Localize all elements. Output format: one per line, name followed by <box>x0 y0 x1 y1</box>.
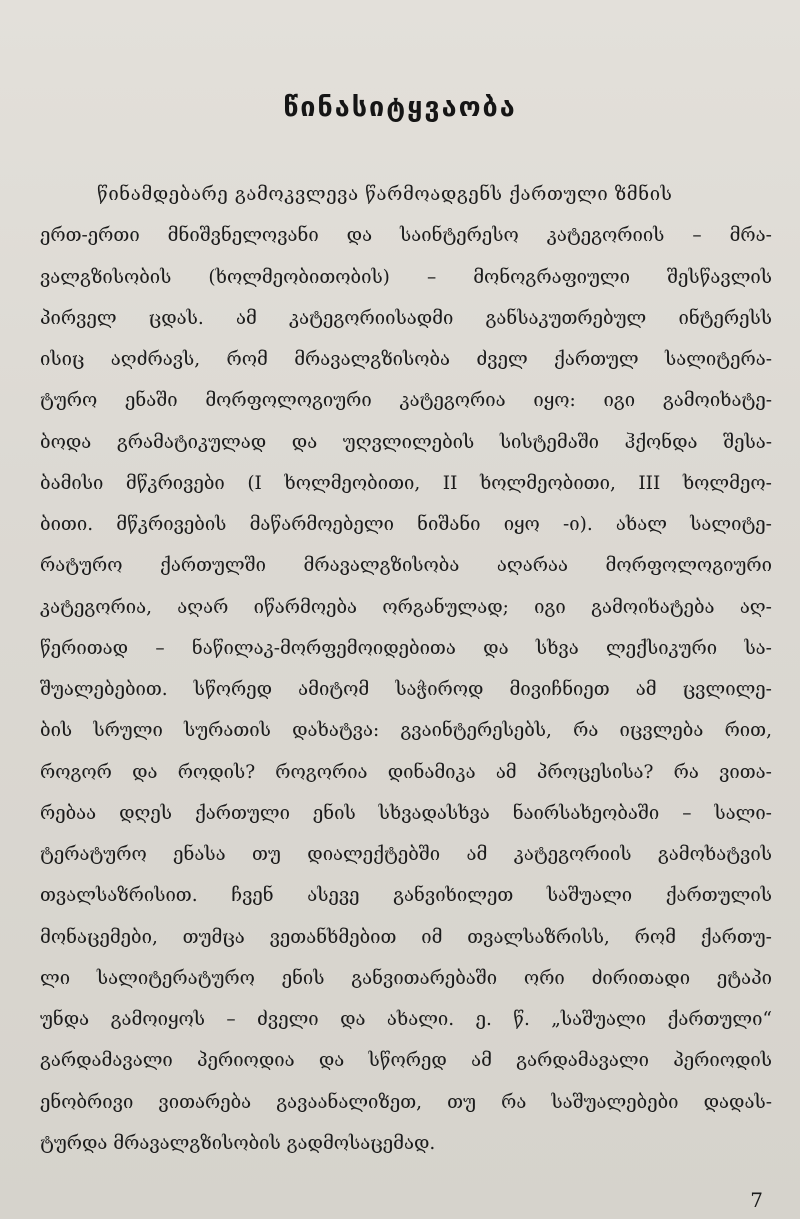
word: – <box>692 225 702 247</box>
word: იყო <box>503 514 540 535</box>
text-line <box>40 257 772 298</box>
word: რით, <box>724 720 772 742</box>
word: III <box>638 472 661 494</box>
word: მრა- <box>729 225 772 247</box>
word: ენის <box>312 802 356 824</box>
text-line <box>40 174 772 215</box>
text-line <box>40 834 772 875</box>
word: ახალ <box>615 514 667 535</box>
word: ლექსიკური <box>606 637 718 659</box>
word: თუმცა <box>182 926 245 948</box>
text-line <box>40 793 772 834</box>
word: გრამატიკულად <box>116 431 267 453</box>
word: და <box>340 1009 366 1030</box>
word: ე. <box>475 1009 492 1030</box>
text-line <box>40 752 772 793</box>
word: ლი <box>40 967 71 989</box>
text-line <box>40 215 772 256</box>
word: ამ <box>471 1050 492 1072</box>
word: ცვლილე- <box>682 679 772 700</box>
word: ჰქონდა <box>624 431 698 453</box>
word: თვალსაზრისს, <box>467 926 610 948</box>
word: შუალებებით. <box>40 679 168 700</box>
word: აღარ <box>177 596 229 618</box>
word: სა- <box>744 637 772 659</box>
word: ქართუ- <box>700 926 772 948</box>
word: „საშუალი <box>551 1009 647 1030</box>
word: ენაში <box>125 390 178 412</box>
word: მონაცემები, <box>40 926 158 948</box>
text-line <box>40 422 772 463</box>
word: გამოიხატე- <box>662 390 772 412</box>
word: და <box>132 761 158 783</box>
word: სრული <box>93 720 163 742</box>
word: ამ <box>236 307 257 329</box>
word: კატეგორია, <box>40 596 152 618</box>
word: ასევე <box>307 885 360 907</box>
word: კატეგორიისადმი <box>289 307 454 329</box>
word: II <box>442 472 458 494</box>
word: – <box>155 637 165 659</box>
word: ძველი <box>257 1009 319 1030</box>
word: მრავალგზისობა <box>294 349 451 370</box>
word: შესა- <box>723 431 772 453</box>
word: ერთ-ერთი <box>40 225 140 247</box>
text-line <box>40 504 772 545</box>
word: რა <box>673 761 699 783</box>
text-line <box>40 628 772 669</box>
word: დიალექტებში <box>307 844 441 865</box>
word: საშუალი <box>546 885 633 907</box>
word: რებაა <box>40 802 97 824</box>
word: დახატვა: <box>292 720 380 742</box>
word: ხოლმეო- <box>682 472 772 494</box>
word: გარდამავალი <box>516 1050 649 1072</box>
word: ვითა- <box>719 761 772 783</box>
word: საჭიროდ <box>395 679 484 700</box>
word: ქართულის <box>665 885 772 907</box>
word: ენასა <box>173 844 226 865</box>
word: ბამისი <box>40 472 104 494</box>
word: სალიტერა- <box>664 349 772 370</box>
word: შესწავლის <box>667 266 772 288</box>
word: ჩვენ <box>231 885 274 907</box>
word: დინამიკა <box>387 761 476 783</box>
word: რატურო <box>40 555 123 577</box>
word: საინტერესო <box>400 225 519 247</box>
text-line <box>40 710 772 751</box>
word: მნიშვნელოვანი <box>167 225 319 247</box>
word: – <box>682 802 692 824</box>
word: ხოლმეობითი, <box>479 472 616 494</box>
word: სისტემაში <box>499 431 600 453</box>
word: აღ- <box>739 596 772 618</box>
word: გამოხატვის <box>657 844 772 865</box>
word: დღეს <box>119 802 173 824</box>
word: – <box>226 1009 236 1030</box>
word: ქართული <box>194 802 290 824</box>
word: ამ <box>635 679 657 700</box>
word: ძირითადი <box>591 967 691 989</box>
body-text <box>40 174 772 1164</box>
word: განვითარებაში <box>351 967 498 989</box>
word: ამ <box>466 844 488 865</box>
word: და <box>346 225 373 247</box>
word: უნდა <box>40 1009 90 1030</box>
word: ვეთანხმებით <box>269 926 397 948</box>
word: (ხოლმეობითობის) <box>208 266 390 288</box>
word: ორგანულად; <box>382 596 509 618</box>
word: მრავალგზისობა <box>303 555 460 577</box>
word: და <box>483 637 509 659</box>
text-line <box>40 545 772 586</box>
word: ტერატურო <box>40 844 147 865</box>
word: სურათის <box>184 720 271 742</box>
text-line <box>40 380 772 421</box>
text-line <box>40 298 772 339</box>
word: აღარაა <box>496 555 568 577</box>
word: გვაინტერესებს, <box>400 720 552 742</box>
page-number: 7 <box>750 1188 763 1212</box>
word: მონოგრაფიული <box>473 266 630 288</box>
word: წ. <box>513 1009 530 1030</box>
word: დადას- <box>703 1091 772 1113</box>
word: მორფოლოგიური <box>205 390 372 412</box>
text-line <box>40 463 772 504</box>
word: (I <box>247 472 262 494</box>
word: იგი <box>534 596 566 618</box>
word: მაწარმოებელი <box>249 514 394 535</box>
word: ამიტომ <box>298 679 370 700</box>
word: პირველ <box>40 307 117 329</box>
text-line <box>40 1123 772 1164</box>
word: ნიშანი <box>417 514 481 535</box>
word: ხოლმეობითი, <box>284 472 421 494</box>
word: ამ <box>495 761 517 783</box>
word: ეტაპი <box>716 967 772 989</box>
word: და <box>318 1050 345 1072</box>
word: იწარმოება <box>253 596 358 618</box>
word: სწორედ <box>193 679 273 700</box>
word: კატეგორიის <box>546 225 665 247</box>
word: როგორ <box>40 761 112 783</box>
word: აღძრავს, <box>110 349 201 370</box>
word: სალი- <box>714 802 772 824</box>
page-title: წინასიტყვაობა <box>283 92 517 123</box>
word: საშუალებები <box>551 1091 679 1113</box>
word: განსაკუთრებულ <box>485 307 647 329</box>
word: გამოიხატება <box>591 596 715 618</box>
word: წერითად <box>40 637 129 659</box>
word: თუ <box>447 1091 476 1113</box>
word: პერიოდია <box>197 1050 295 1072</box>
text-line <box>40 669 772 710</box>
word: ბის <box>40 720 73 742</box>
word: პროცესისა? <box>536 761 654 783</box>
word: გარდამავალი <box>40 1050 173 1072</box>
word: კატეგორია <box>399 390 506 412</box>
word: უღვლილების <box>342 431 475 453</box>
word: სალიტერატურო <box>96 967 255 989</box>
word: ქართულში <box>160 555 266 577</box>
word: ქართულ <box>554 349 639 370</box>
word: გამოიყოს <box>110 1009 205 1030</box>
word: კატეგორიის <box>513 844 632 865</box>
text-line <box>40 1082 772 1123</box>
word: მივიჩნიეთ <box>509 679 610 700</box>
word: ისიც <box>40 349 85 370</box>
word: მწკრივების <box>116 514 227 535</box>
word: ქართული“ <box>667 1009 772 1030</box>
text-line <box>40 587 772 628</box>
word: იგი <box>603 390 636 412</box>
word: პერიოდის <box>673 1050 772 1072</box>
word: და <box>291 431 318 453</box>
text-line <box>40 1040 772 1081</box>
word: ცდას. <box>148 307 204 329</box>
word: ახალი. <box>386 1009 455 1030</box>
word: ნაირსახეობაში <box>512 802 660 824</box>
word: რა <box>573 720 599 742</box>
text-line-content: ტურდა მრავალგზისობის გადმოსაცემად. <box>40 1132 436 1154</box>
word: თვალსაზრისით. <box>40 885 198 907</box>
text-line <box>40 917 772 958</box>
word: ნაწილაკ-მორფემოიდებითა <box>191 637 456 659</box>
word: ორი <box>523 967 565 989</box>
text-line <box>40 999 772 1040</box>
word: მორფოლოგიური <box>605 555 772 577</box>
word: სწორედ <box>368 1050 447 1072</box>
word: სალიტე- <box>690 514 772 535</box>
word: იყო: <box>533 390 576 412</box>
word: ბითი. <box>40 514 94 535</box>
word: თუ <box>252 844 281 865</box>
word: როდის? <box>177 761 256 783</box>
word: -ი). <box>563 514 593 535</box>
word: რომ <box>634 926 676 948</box>
word: გავაანალიზეთ, <box>276 1091 423 1113</box>
text-line <box>40 339 772 380</box>
word: იცვლება <box>619 720 704 742</box>
word: ენის <box>281 967 325 989</box>
text-line <box>40 875 772 916</box>
word: ტურო <box>40 390 98 412</box>
word: ბოდა <box>40 431 92 453</box>
word: იმ <box>421 926 443 948</box>
word: – <box>426 266 437 288</box>
word: ინტერესს <box>678 307 772 329</box>
text-line <box>40 958 772 999</box>
word: ენობრივი <box>40 1091 134 1113</box>
word: ვითარება <box>158 1091 252 1113</box>
word: სხვა <box>535 637 579 659</box>
word: მწკრივები <box>125 472 225 494</box>
word: სხვადასხვა <box>378 802 490 824</box>
word: ვალგზისობის <box>40 266 172 288</box>
word: რა <box>501 1091 527 1113</box>
text-line-content: წინამდებარე გამოკვლევა წარმოადგენს ქართული ზმნის <box>97 184 673 205</box>
word: ძველ <box>476 349 528 370</box>
word: განვიხილეთ <box>393 885 514 907</box>
word: როგორია <box>275 761 368 783</box>
word: რომ <box>226 349 268 370</box>
